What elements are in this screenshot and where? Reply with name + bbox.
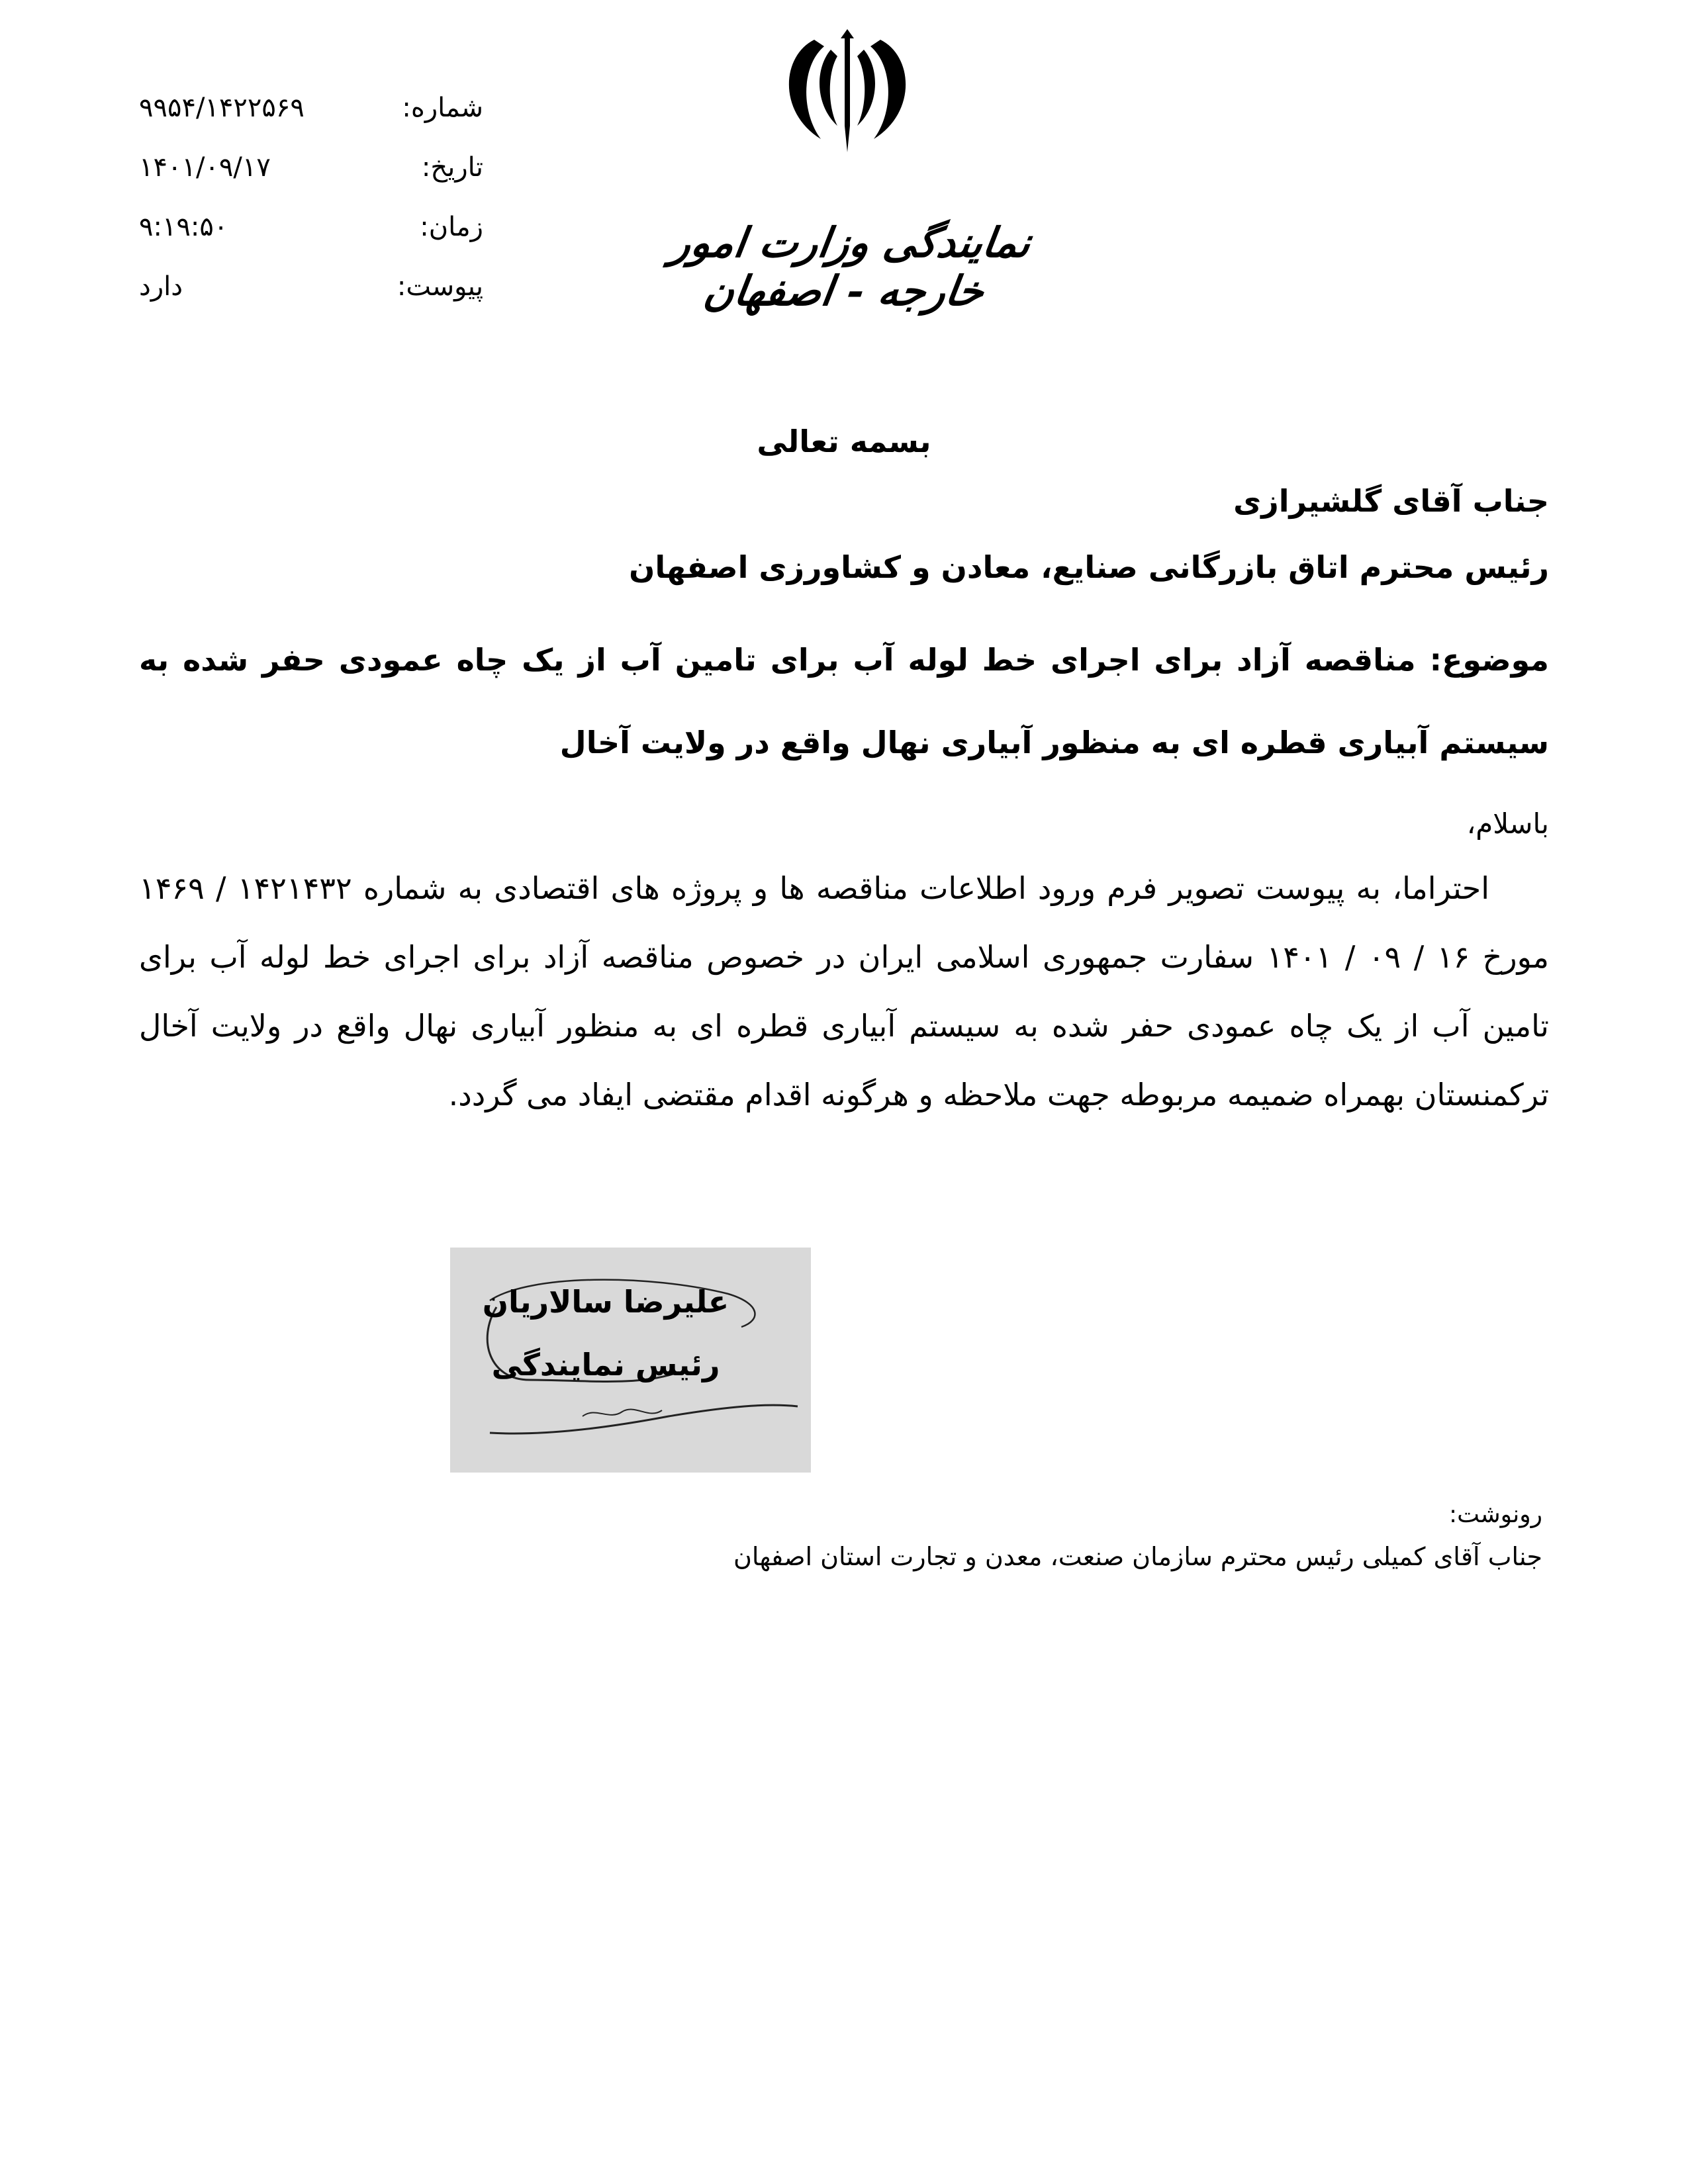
letter-subject: موضوع: مناقصه آزاد برای اجرای خط لوله آب برای تامین آب از یک چاه عمودی حفر شده به سیستم آبیاری قطره ای به منظور آبیاری نهال واقع در ولایت آخال bbox=[139, 642, 1549, 760]
organization-name: نمایندگی وزارت امور خارجه - اصفهان bbox=[667, 218, 1034, 315]
meta-attachment-row bbox=[139, 257, 483, 316]
meta-time-row bbox=[139, 197, 483, 257]
letter-meta bbox=[139, 78, 483, 316]
cc-recipient: جناب آقای کمیلی رئیس محترم سازمان صنعت، معدن و تجارت استان اصفهان bbox=[733, 1542, 1542, 1571]
letter-greeting: باسلام، bbox=[1466, 807, 1549, 840]
meta-number-row bbox=[139, 78, 483, 138]
attachment-value: دارد bbox=[139, 271, 183, 302]
number-value: ۹۹۵۴/۱۴۲۲۵۶۹ bbox=[139, 93, 305, 123]
date-value: ۱۴۰۱/۰۹/۱۷ bbox=[139, 152, 271, 183]
time-value: ۹:۱۹:۵۰ bbox=[139, 212, 228, 242]
number-label: شماره: bbox=[402, 93, 483, 123]
letter-body bbox=[139, 854, 1549, 1129]
signatory-name: علیرضا سالاریان bbox=[482, 1284, 729, 1320]
recipient-title: رئیس محترم اتاق بازرگانی صنایع، معادن و کشاورزی اصفهان bbox=[629, 549, 1549, 585]
cc-label: رونوشت: bbox=[1448, 1501, 1542, 1528]
iran-emblem-icon bbox=[774, 26, 920, 159]
letter-body-text: احتراما، به پیوست تصویر فرم ورود اطلاعات مناقصه ها و پروژه های اقتصادی به شماره ۱۴۲۱۴۳۲ / ۱۴۶۹ مورخ ۱۶ / ۰۹ / ۱۴۰۱ سفارت جمهوری اسلامی ایران در خصوص مناقصه آزاد برای اجرای خط لوله آب برای تامین آب از یک چاه عمودی حفر شده به سیستم آبیاری قطره ای به منظور آبیاری نهال واقع در ولایت آخال ترکمنستان بهمراه ضمیمه مربوطه جهت ملاحظه و هرگونه اقدام مقتضی ایفاد می گردد. bbox=[139, 870, 1549, 1113]
recipient-name: جناب آقای گلشیرازی bbox=[1233, 483, 1549, 519]
time-label: زمان: bbox=[420, 212, 483, 242]
signatory-title: رئیس نمایندگی bbox=[491, 1347, 720, 1383]
attachment-label: پیوست: bbox=[397, 271, 483, 302]
signature-block bbox=[450, 1248, 811, 1473]
basmala: بسمه تعالی bbox=[757, 424, 931, 459]
meta-date-row bbox=[139, 138, 483, 197]
date-label: تاریخ: bbox=[421, 152, 483, 183]
